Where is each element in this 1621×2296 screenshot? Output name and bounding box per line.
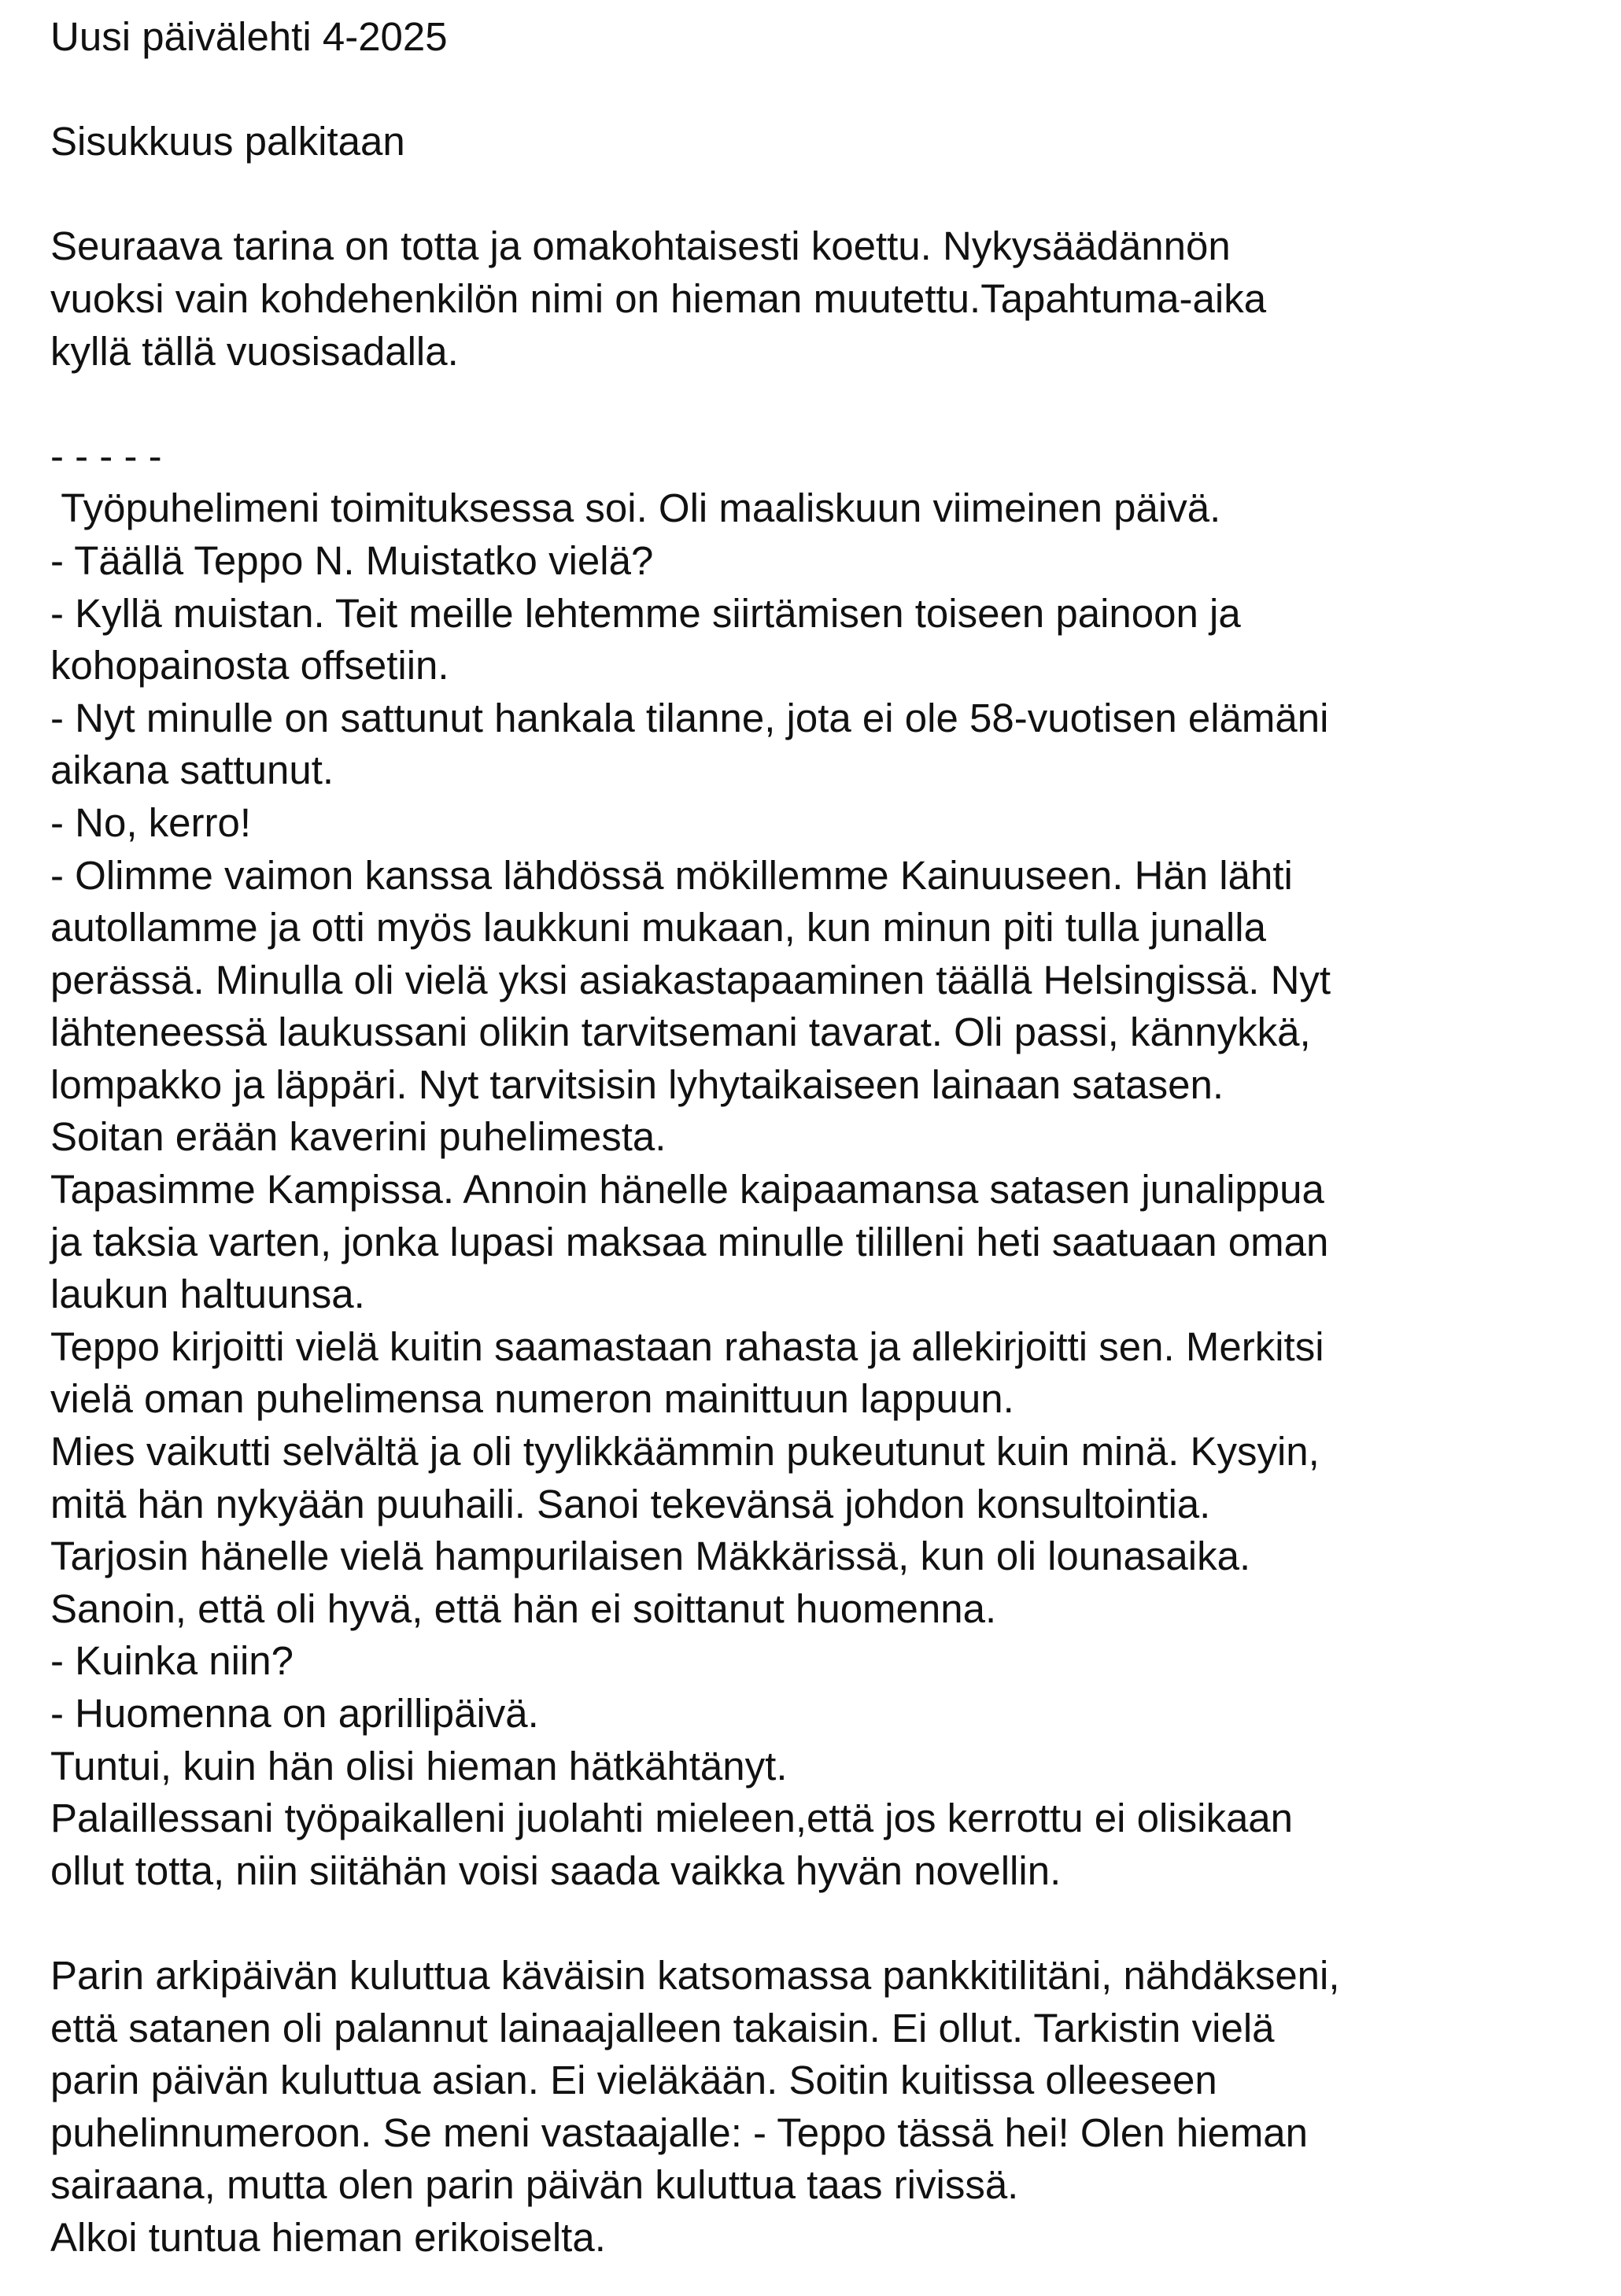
text-line: Mies vaikutti selvältä ja oli tyylikkäämmin pukeutunut kuin minä. Kysyin, xyxy=(50,1429,1320,1475)
text-line: lähteneessä laukussani olikin tarvitsemani tavarat. Oli passi, kännykkä, xyxy=(50,1010,1311,1055)
blank-line xyxy=(50,168,1608,221)
text-line: - Huomenna on aprillipäivä. xyxy=(50,1691,539,1736)
text-line: Teppo kirjoitti vielä kuitin saamastaan rahasta ja allekirjoitti sen. Merkitsi xyxy=(50,1323,1324,1369)
text-line: vielä oman puhelimensa numeron mainittuun lappuun. xyxy=(50,1376,1014,1422)
text-line: parin päivän kuluttua asian. Ei vieläkään. Soitin kuitissa olleeseen xyxy=(50,2058,1217,2103)
text-line: aikana sattunut. xyxy=(50,747,334,793)
text-line: Soitan erään kaverini puhelimesta. xyxy=(50,1114,666,1160)
text-line: mitä hän nykyään puuhaili. Sanoi tekevänsä johdon konsultointia. xyxy=(50,1481,1211,1526)
section-divider: - - - - - xyxy=(50,433,162,478)
text-line: sairaana, mutta olen parin päivän kuluttua taas rivissä. xyxy=(50,2162,1019,2208)
text-line: autollamme ja otti myös laukkuni mukaan, kun minun piti tulla junalla xyxy=(50,905,1266,951)
text-line: Palaillessani työpaikalleni juolahti mieleen,että jos kerrottu ei olisikaan xyxy=(50,1796,1294,1841)
text-line: ja taksia varten, jonka lupasi maksaa minulle tililleni heti saatuaan oman xyxy=(50,1219,1329,1264)
text-line: Alkoi tuntua hieman erikoiselta. xyxy=(50,2214,606,2260)
text-line: Työpuhelimeni toimituksessa soi. Oli maaliskuun viimeinen päivä. xyxy=(50,485,1221,531)
text-line: Tarjosin hänelle vielä hampurilaisen Mäkkärissä, kun oli lounasaika. xyxy=(50,1534,1251,1579)
text-line: - Olimme vaimon kanssa lähdössä mökillemme Kainuuseen. Hän lähti xyxy=(50,852,1293,898)
text-line: kyllä tällä vuosisadalla. xyxy=(50,328,459,374)
text-line: lompakko ja läppäri. Nyt tarvitsisin lyhytaikaiseen lainaan satasen. xyxy=(50,1061,1224,1107)
blank-line xyxy=(50,1897,1608,1950)
text-line: ollut totta, niin siitähän voisi saada vaikka hyvän novellin. xyxy=(50,1848,1062,1893)
text-line: Tapasimme Kampissa. Annoin hänelle kaipaamansa satasen junalippua xyxy=(50,1167,1324,1213)
text-line: Tuntui, kuin hän olisi hieman hätkähtänyt. xyxy=(50,1743,788,1788)
text-line: Parin arkipäivän kuluttua käväisin katsomassa pankkitilitäni, nähdäkseni, xyxy=(50,1952,1340,1998)
text-line: laukun haltuunsa. xyxy=(50,1272,365,1317)
text-line: kohopainosta offsetiin. xyxy=(50,643,449,688)
text-line: Sanoin, että oli hyvä, että hän ei soittanut huomenna. xyxy=(50,1585,997,1631)
text-line: Seuraava tarina on totta ja omakohtaisesti koettu. Nykysäädännön xyxy=(50,223,1231,269)
document-body xyxy=(50,11,1608,2265)
text-line: - Kuinka niin? xyxy=(50,1638,294,1684)
text-line: puhelinnumeroon. Se meni vastaajalle: - Teppo tässä hei! Olen hieman xyxy=(50,2110,1309,2155)
article-title: Sisukkuus palkitaan xyxy=(50,119,405,164)
text-line: vuoksi vain kohdehenkilön nimi on hieman muutettu.Tapahtuma-aika xyxy=(50,275,1267,321)
text-line: - No, kerro! xyxy=(50,799,252,845)
text-line: perässä. Minulla oli vielä yksi asiakastapaaminen täällä Helsingissä. Nyt xyxy=(50,957,1331,1002)
text-line: - Kyllä muistan. Teit meille lehtemme siirtämisen toiseen painoon ja xyxy=(50,590,1241,636)
blank-line xyxy=(50,64,1608,116)
blank-line xyxy=(50,378,1608,430)
text-line: - Täällä Teppo N. Muistatko vielä? xyxy=(50,537,654,583)
text-line: - Nyt minulle on sattunut hankala tilanne, jota ei ole 58-vuotisen elämäni xyxy=(50,695,1329,740)
text-line: että satanen oli palannut lainaajalleen takaisin. Ei ollut. Tarkistin vielä xyxy=(50,2005,1275,2051)
publication-header: Uusi päivälehti 4-2025 xyxy=(50,14,448,59)
